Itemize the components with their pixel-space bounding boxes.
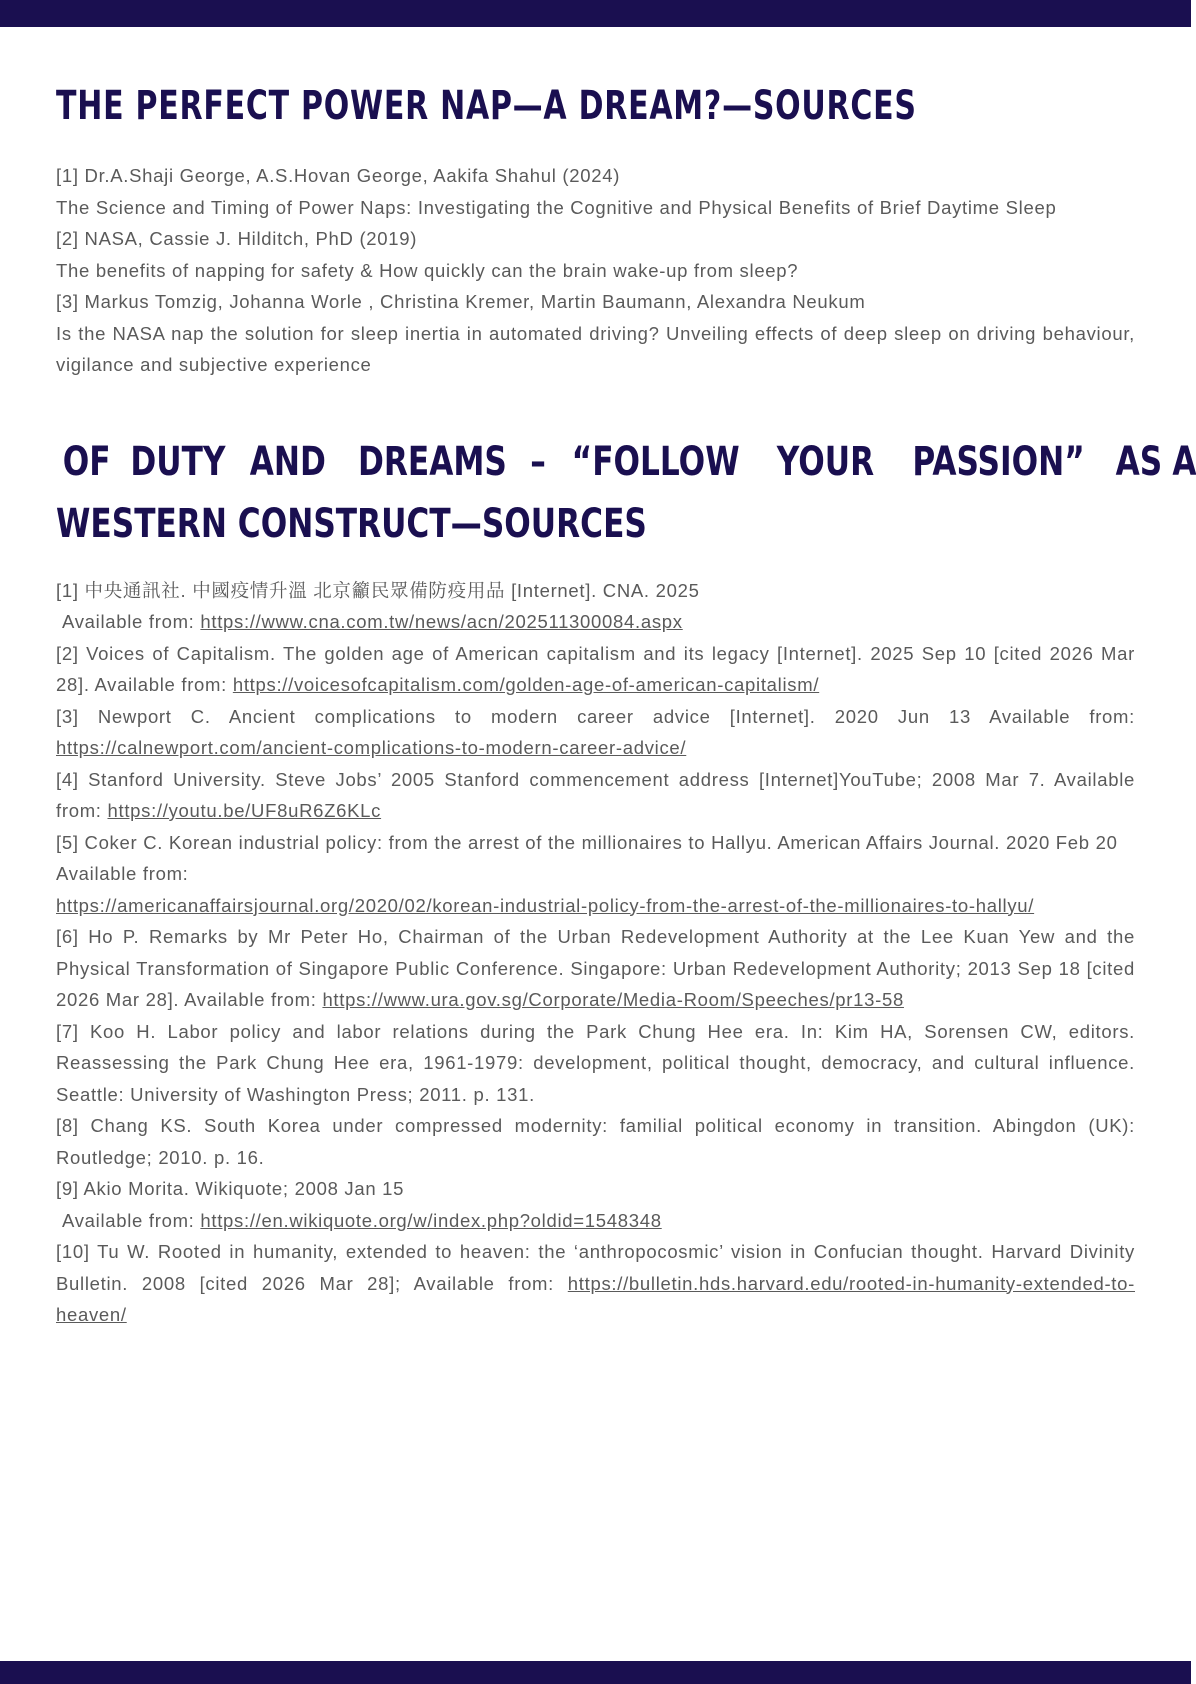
section2-title-line2 — [56, 493, 1135, 555]
reference-entry — [56, 1236, 1135, 1331]
section2-title-word: DUTY — [130, 438, 226, 485]
reference-entry — [56, 858, 1135, 890]
reference-text: [2] Voices of Capitalism. The golden age of American capitalism and its legacy [Internet]. 2025 Sep 10 [cited 2026 Mar 28]. Available from: — [56, 642, 1135, 695]
reference-text: [7] Koo H. Labor policy and labor relations during the Park Chung Hee era. In: Kim HA, Sorensen CW, editors. Reassessing the Park Chung Hee era, 1961-1979: development, political thought, democracy, and cultural influence. Seattle: University of Washington Press; 2011. p. 131. — [56, 1020, 1135, 1105]
reference-entry — [56, 827, 1135, 859]
reference-text: Available from: — [62, 611, 201, 632]
reference-entry — [56, 1110, 1135, 1173]
section2-title-word: OF — [62, 438, 111, 485]
reference-entry — [56, 890, 1135, 922]
reference-link[interactable]: https://bulletin.hds.harvard.edu/rooted-in-humanity-extended-to-heaven/ — [56, 1272, 1135, 1325]
reference-link[interactable]: https://en.wikiquote.org/w/index.php?oldid=1548348 — [200, 1209, 662, 1231]
reference-text: [10] Tu W. Rooted in humanity, extended to heaven: the ‘anthropocosmic’ vision in Confucian thought. Harvard Divinity Bulletin. 2008 [cited 2026 Mar 28]; Available from: — [56, 1241, 1135, 1294]
section2-title-word: YOUR — [776, 438, 875, 485]
section2-title-word: “FOLLOW — [571, 438, 740, 485]
reference-link[interactable]: https://calnewport.com/ancient-complications-to-modern-career-advice/ — [56, 737, 687, 758]
reference-link[interactable]: https://americanaffairsjournal.org/2020/02/korean-industrial-policy-from-the-arrest-of-the-millionaires-to-hallyu/ — [56, 894, 1035, 916]
reference-entry — [56, 1173, 1135, 1205]
section2-title-word: AND — [250, 438, 327, 485]
section2-source-list — [56, 575, 1135, 1331]
reference-text: [5] Coker C. Korean industrial policy: from the arrest of the millionaires to Hallyu. American Affairs Journal. 2020 Feb 20 — [56, 831, 1118, 853]
reference-text: [3] Newport C. Ancient complications to modern career advice [Internet]. 2020 Jun 13 Available from: — [56, 705, 1135, 727]
reference-entry — [56, 638, 1135, 701]
reference-text: [9] Akio Morita. Wikiquote; 2008 Jan 15 — [56, 1178, 405, 1199]
reference-text: [8] Chang KS. South Korea under compressed modernity: familial political economy in transition. Abingdon (UK): Routledge; 2010. p. 16. — [56, 1115, 1135, 1168]
reference-entry — [56, 701, 1135, 764]
section1-title: THE PERFECT POWER NAP—A DREAM?—SOURCES — [56, 83, 917, 129]
reference-text: [4] Stanford University. Steve Jobs’ 2005 Stanford commencement address [Internet]YouTube; 2008 Mar 7. Available from: — [56, 768, 1135, 821]
reference-link[interactable]: https://www.cna.com.tw/news/acn/202511300084.aspx — [200, 611, 683, 632]
reference-entry — [56, 921, 1135, 1016]
reference-entry — [56, 575, 1135, 607]
section2-title-line2-text: WESTERN CONSTRUCT—SOURCES — [56, 500, 647, 547]
section2-title-word: PASSION” — [912, 438, 1085, 485]
reference-entry — [56, 606, 1135, 638]
reference-entry — [56, 1205, 1135, 1237]
section2-title — [56, 431, 1196, 557]
section1-source-list — [56, 160, 1135, 381]
source-line: [1] Dr.A.Shaji George, A.S.Hovan George, Aakifa Shahul (2024) — [56, 165, 621, 186]
bottom-border-bar — [0, 1661, 1191, 1684]
section2-title-word: A — [1172, 438, 1196, 485]
reference-text: [6] Ho P. Remarks by Mr Peter Ho, Chairman of the Urban Redevelopment Authority at the Lee Kuan Yew and the Physical Transformation of Singapore Public Conference. Singapore: Urban Redevelopment Authority; 2013 Sep 18 [cited 2026 Mar 28]. Available from: — [56, 926, 1135, 1010]
source-line: [3] Markus Tomzig, Johanna Worle , Christina Kremer, Martin Baumann, Alexandra Neukum — [56, 291, 866, 312]
reference-link[interactable]: https://youtu.be/UF8uR6Z6KLc — [107, 800, 382, 821]
top-border-bar — [0, 0, 1191, 27]
reference-link[interactable]: https://voicesofcapitalism.com/golden-age-of-american-capitalism/ — [232, 674, 820, 695]
source-line: [2] NASA, Cassie J. Hilditch, PhD (2019) — [56, 228, 418, 249]
section2-title-word: DREAMS — [357, 438, 507, 485]
reference-entry — [56, 1016, 1135, 1111]
reference-link[interactable]: https://www.ura.gov.sg/Corporate/Media-Room/Speeches/pr13-58 — [322, 989, 904, 1010]
reference-entry — [56, 764, 1135, 827]
page-content — [56, 78, 1196, 1331]
section2-title-word: – — [530, 438, 546, 485]
section2-title-word: AS — [1115, 438, 1163, 485]
reference-text: Available from: — [62, 1209, 201, 1231]
reference-text: [1] 中央通訊社. 中國疫情升溫 北京籲民眾備防疫用品 [Internet]. CNA. 2025 — [56, 579, 700, 601]
section2-title-line1 — [56, 431, 1196, 493]
source-line: Is the NASA nap the solution for sleep inertia in automated driving? Unveiling effects of deep sleep on driving behaviour, vigilance and subjective experience — [56, 322, 1135, 375]
source-line: The Science and Timing of Power Naps: Investigating the Cognitive and Physical Benefits of Brief Daytime Sleep — [56, 196, 1057, 218]
source-line: The benefits of napping for safety & How quickly can the brain wake-up from sleep? — [56, 259, 799, 281]
reference-text: Available from: — [56, 863, 189, 884]
